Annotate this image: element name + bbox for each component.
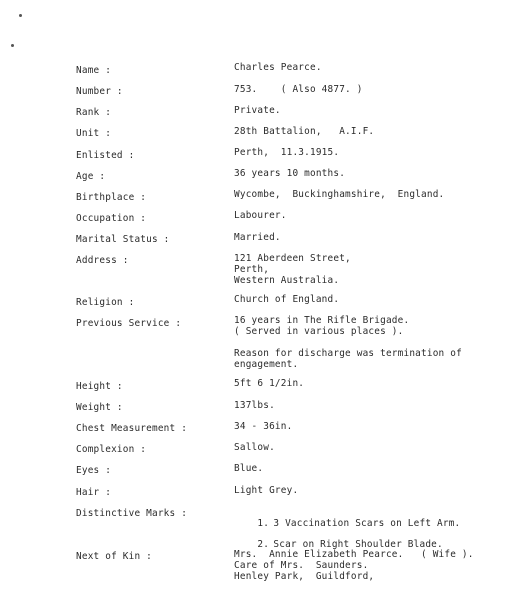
distinctive-mark-number: 2. [257, 539, 270, 550]
field-value-next-of-kin-line: Mrs. Annie Elizabeth Pearce. ( Wife ). [234, 549, 474, 560]
field-label-age: Age : [76, 171, 106, 182]
field-label-address: Address : [76, 255, 129, 266]
field-value-birthplace: Wycombe, Buckinghamshire, England. [234, 189, 445, 200]
field-value-enlisted: Perth, 11.3.1915. [234, 147, 340, 158]
field-label-height: Height : [76, 381, 123, 392]
field-value-discharge-line: Reason for discharge was termination of [234, 348, 462, 359]
field-label-next-of-kin: Next of Kin : [76, 551, 152, 562]
distinctive-mark-number: 1. [257, 518, 270, 529]
field-label-birthplace: Birthplace : [76, 192, 147, 203]
field-value-address-line: 121 Aberdeen Street, [234, 253, 351, 264]
field-value-chest-measurement: 34 - 36in. [234, 421, 293, 432]
distinctive-mark-text: 3 Vaccination Scars on Left Arm. [273, 518, 461, 529]
field-value-complexion: Sallow. [234, 442, 275, 453]
field-label-chest-measurement: Chest Measurement : [76, 423, 188, 434]
field-value-next-of-kin-line: Henley Park, Guildford, [234, 571, 375, 582]
field-value-religion: Church of England. [234, 294, 340, 305]
field-label-eyes: Eyes : [76, 465, 112, 476]
field-label-distinctive-marks: Distinctive Marks : [76, 508, 188, 519]
field-value-marital-status: Married. [234, 232, 281, 243]
field-value-hair: Light Grey. [234, 485, 299, 496]
field-label-unit: Unit : [76, 128, 112, 139]
scan-speck [19, 14, 22, 17]
field-value-previous-service-line: ( Served in various places ). [234, 326, 404, 337]
field-value-address-line: Perth, [234, 264, 270, 275]
field-label-weight: Weight : [76, 402, 123, 413]
field-label-marital-status: Marital Status : [76, 234, 170, 245]
field-label-name: Name : [76, 65, 112, 76]
field-label-religion: Religion : [76, 297, 135, 308]
field-label-complexion: Complexion : [76, 444, 147, 455]
field-value-next-of-kin-line: Care of Mrs. Saunders. [234, 560, 369, 571]
distinctive-mark-text: Scar on Right Shoulder Blade. [273, 539, 443, 550]
field-value-address-line: Western Australia. [234, 275, 340, 286]
field-value-name: Charles Pearce. [234, 62, 322, 73]
field-value-previous-service-line: 16 years in The Rifle Brigade. [234, 315, 410, 326]
scan-speck [11, 44, 14, 47]
field-label-occupation: Occupation : [76, 213, 147, 224]
field-value-unit: 28th Battalion, A.I.F. [234, 126, 375, 137]
field-label-number: Number : [76, 86, 123, 97]
field-value-age: 36 years 10 months. [234, 168, 346, 179]
field-value-occupation: Labourer. [234, 210, 287, 221]
field-value-rank: Private. [234, 105, 281, 116]
field-label-enlisted: Enlisted : [76, 150, 135, 161]
field-label-rank: Rank : [76, 107, 112, 118]
field-value-discharge-line: engagement. [234, 359, 299, 370]
field-label-hair: Hair : [76, 487, 112, 498]
field-value-weight: 137lbs. [234, 400, 275, 411]
field-value-eyes: Blue. [234, 463, 264, 474]
field-value-height: 5ft 6 1/2in. [234, 378, 305, 389]
field-value-number: 753. ( Also 4877. ) [234, 84, 363, 95]
field-label-previous-service: Previous Service : [76, 318, 182, 329]
